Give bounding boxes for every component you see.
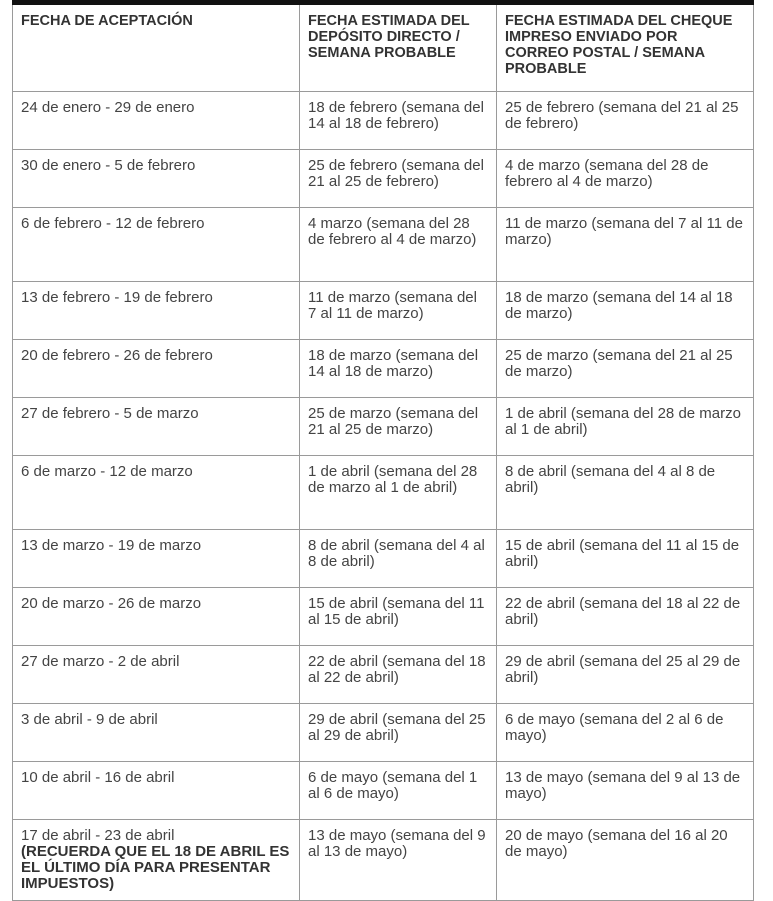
direct-deposit-cell: 8 de abril (semana del 4 al 8 de abril) — [300, 530, 497, 588]
direct-deposit-cell: 18 de febrero (semana del 14 al 18 de febrero) — [300, 92, 497, 150]
acceptance-date-text: 17 de abril - 23 de abril — [21, 827, 175, 844]
direct-deposit-cell: 15 de abril (semana del 11 al 15 de abril) — [300, 588, 497, 646]
mailed-check-cell: 20 de mayo (semana del 16 al 20 de mayo) — [497, 820, 754, 901]
mailed-check-cell: 22 de abril (semana del 18 al 22 de abril) — [497, 588, 754, 646]
refund-schedule-table — [12, 0, 754, 901]
mailed-check-cell: 25 de marzo (semana del 21 al 25 de marzo) — [497, 340, 754, 398]
header-mailed-check-date: FECHA ESTIMADA DEL CHEQUE IMPRESO ENVIADO POR CORREO POSTAL / SEMANA PROBABLE — [497, 3, 754, 92]
acceptance-date-cell: 10 de abril - 16 de abril — [13, 762, 300, 820]
refund-schedule-table-container — [12, 0, 753, 901]
mailed-check-cell: 18 de marzo (semana del 14 al 18 de marzo) — [497, 282, 754, 340]
direct-deposit-cell: 4 marzo (semana del 28 de febrero al 4 de marzo) — [300, 208, 497, 282]
table-row — [13, 530, 754, 588]
header-acceptance-date: FECHA DE ACEPTACIÓN — [13, 3, 300, 92]
acceptance-date-cell: 13 de febrero - 19 de febrero — [13, 282, 300, 340]
table-row — [13, 456, 754, 530]
acceptance-date-cell: 30 de enero - 5 de febrero — [13, 150, 300, 208]
direct-deposit-cell: 29 de abril (semana del 25 al 29 de abril) — [300, 704, 497, 762]
acceptance-date-cell: 24 de enero - 29 de enero — [13, 92, 300, 150]
mailed-check-cell: 25 de febrero (semana del 21 al 25 de febrero) — [497, 92, 754, 150]
acceptance-date-cell: 27 de marzo - 2 de abril — [13, 646, 300, 704]
table-row — [13, 150, 754, 208]
acceptance-date-cell: 20 de febrero - 26 de febrero — [13, 340, 300, 398]
table-row — [13, 92, 754, 150]
mailed-check-cell: 15 de abril (semana del 11 al 15 de abril) — [497, 530, 754, 588]
header-direct-deposit-date: FECHA ESTIMADA DEL DEPÓSITO DIRECTO / SEMANA PROBABLE — [300, 3, 497, 92]
acceptance-date-cell: 6 de febrero - 12 de febrero — [13, 208, 300, 282]
direct-deposit-cell: 13 de mayo (semana del 9 al 13 de mayo) — [300, 820, 497, 901]
direct-deposit-cell: 25 de marzo (semana del 21 al 25 de marzo) — [300, 398, 497, 456]
direct-deposit-cell: 18 de marzo (semana del 14 al 18 de marzo) — [300, 340, 497, 398]
direct-deposit-cell: 22 de abril (semana del 18 al 22 de abril) — [300, 646, 497, 704]
direct-deposit-cell: 1 de abril (semana del 28 de marzo al 1 de abril) — [300, 456, 497, 530]
table-row — [13, 398, 754, 456]
mailed-check-cell: 1 de abril (semana del 28 de marzo al 1 de abril) — [497, 398, 754, 456]
mailed-check-cell: 6 de mayo (semana del 2 al 6 de mayo) — [497, 704, 754, 762]
mailed-check-cell: 4 de marzo (semana del 28 de febrero al 4 de marzo) — [497, 150, 754, 208]
mailed-check-cell: 11 de marzo (semana del 7 al 11 de marzo) — [497, 208, 754, 282]
mailed-check-cell: 8 de abril (semana del 4 al 8 de abril) — [497, 456, 754, 530]
table-row — [13, 282, 754, 340]
acceptance-date-cell: 6 de marzo - 12 de marzo — [13, 456, 300, 530]
table-row — [13, 762, 754, 820]
acceptance-date-cell: 20 de marzo - 26 de marzo — [13, 588, 300, 646]
direct-deposit-cell: 6 de mayo (semana del 1 al 6 de mayo) — [300, 762, 497, 820]
direct-deposit-cell: 25 de febrero (semana del 21 al 25 de febrero) — [300, 150, 497, 208]
acceptance-date-cell: 27 de febrero - 5 de marzo — [13, 398, 300, 456]
table-row — [13, 704, 754, 762]
direct-deposit-cell: 11 de marzo (semana del 7 al 11 de marzo) — [300, 282, 497, 340]
table-row — [13, 208, 754, 282]
table-row — [13, 588, 754, 646]
acceptance-date-cell-with-note — [13, 820, 300, 901]
table-row — [13, 646, 754, 704]
mailed-check-cell: 29 de abril (semana del 25 al 29 de abril) — [497, 646, 754, 704]
table-header-row — [13, 3, 754, 92]
mailed-check-cell: 13 de mayo (semana del 9 al 13 de mayo) — [497, 762, 754, 820]
acceptance-date-cell: 3 de abril - 9 de abril — [13, 704, 300, 762]
table-row — [13, 340, 754, 398]
table-row-last — [13, 820, 754, 901]
tax-deadline-note: (RECUERDA QUE EL 18 DE ABRIL ES EL ÚLTIMO DÍA PARA PRESENTAR IMPUESTOS) — [21, 843, 290, 892]
acceptance-date-cell: 13 de marzo - 19 de marzo — [13, 530, 300, 588]
